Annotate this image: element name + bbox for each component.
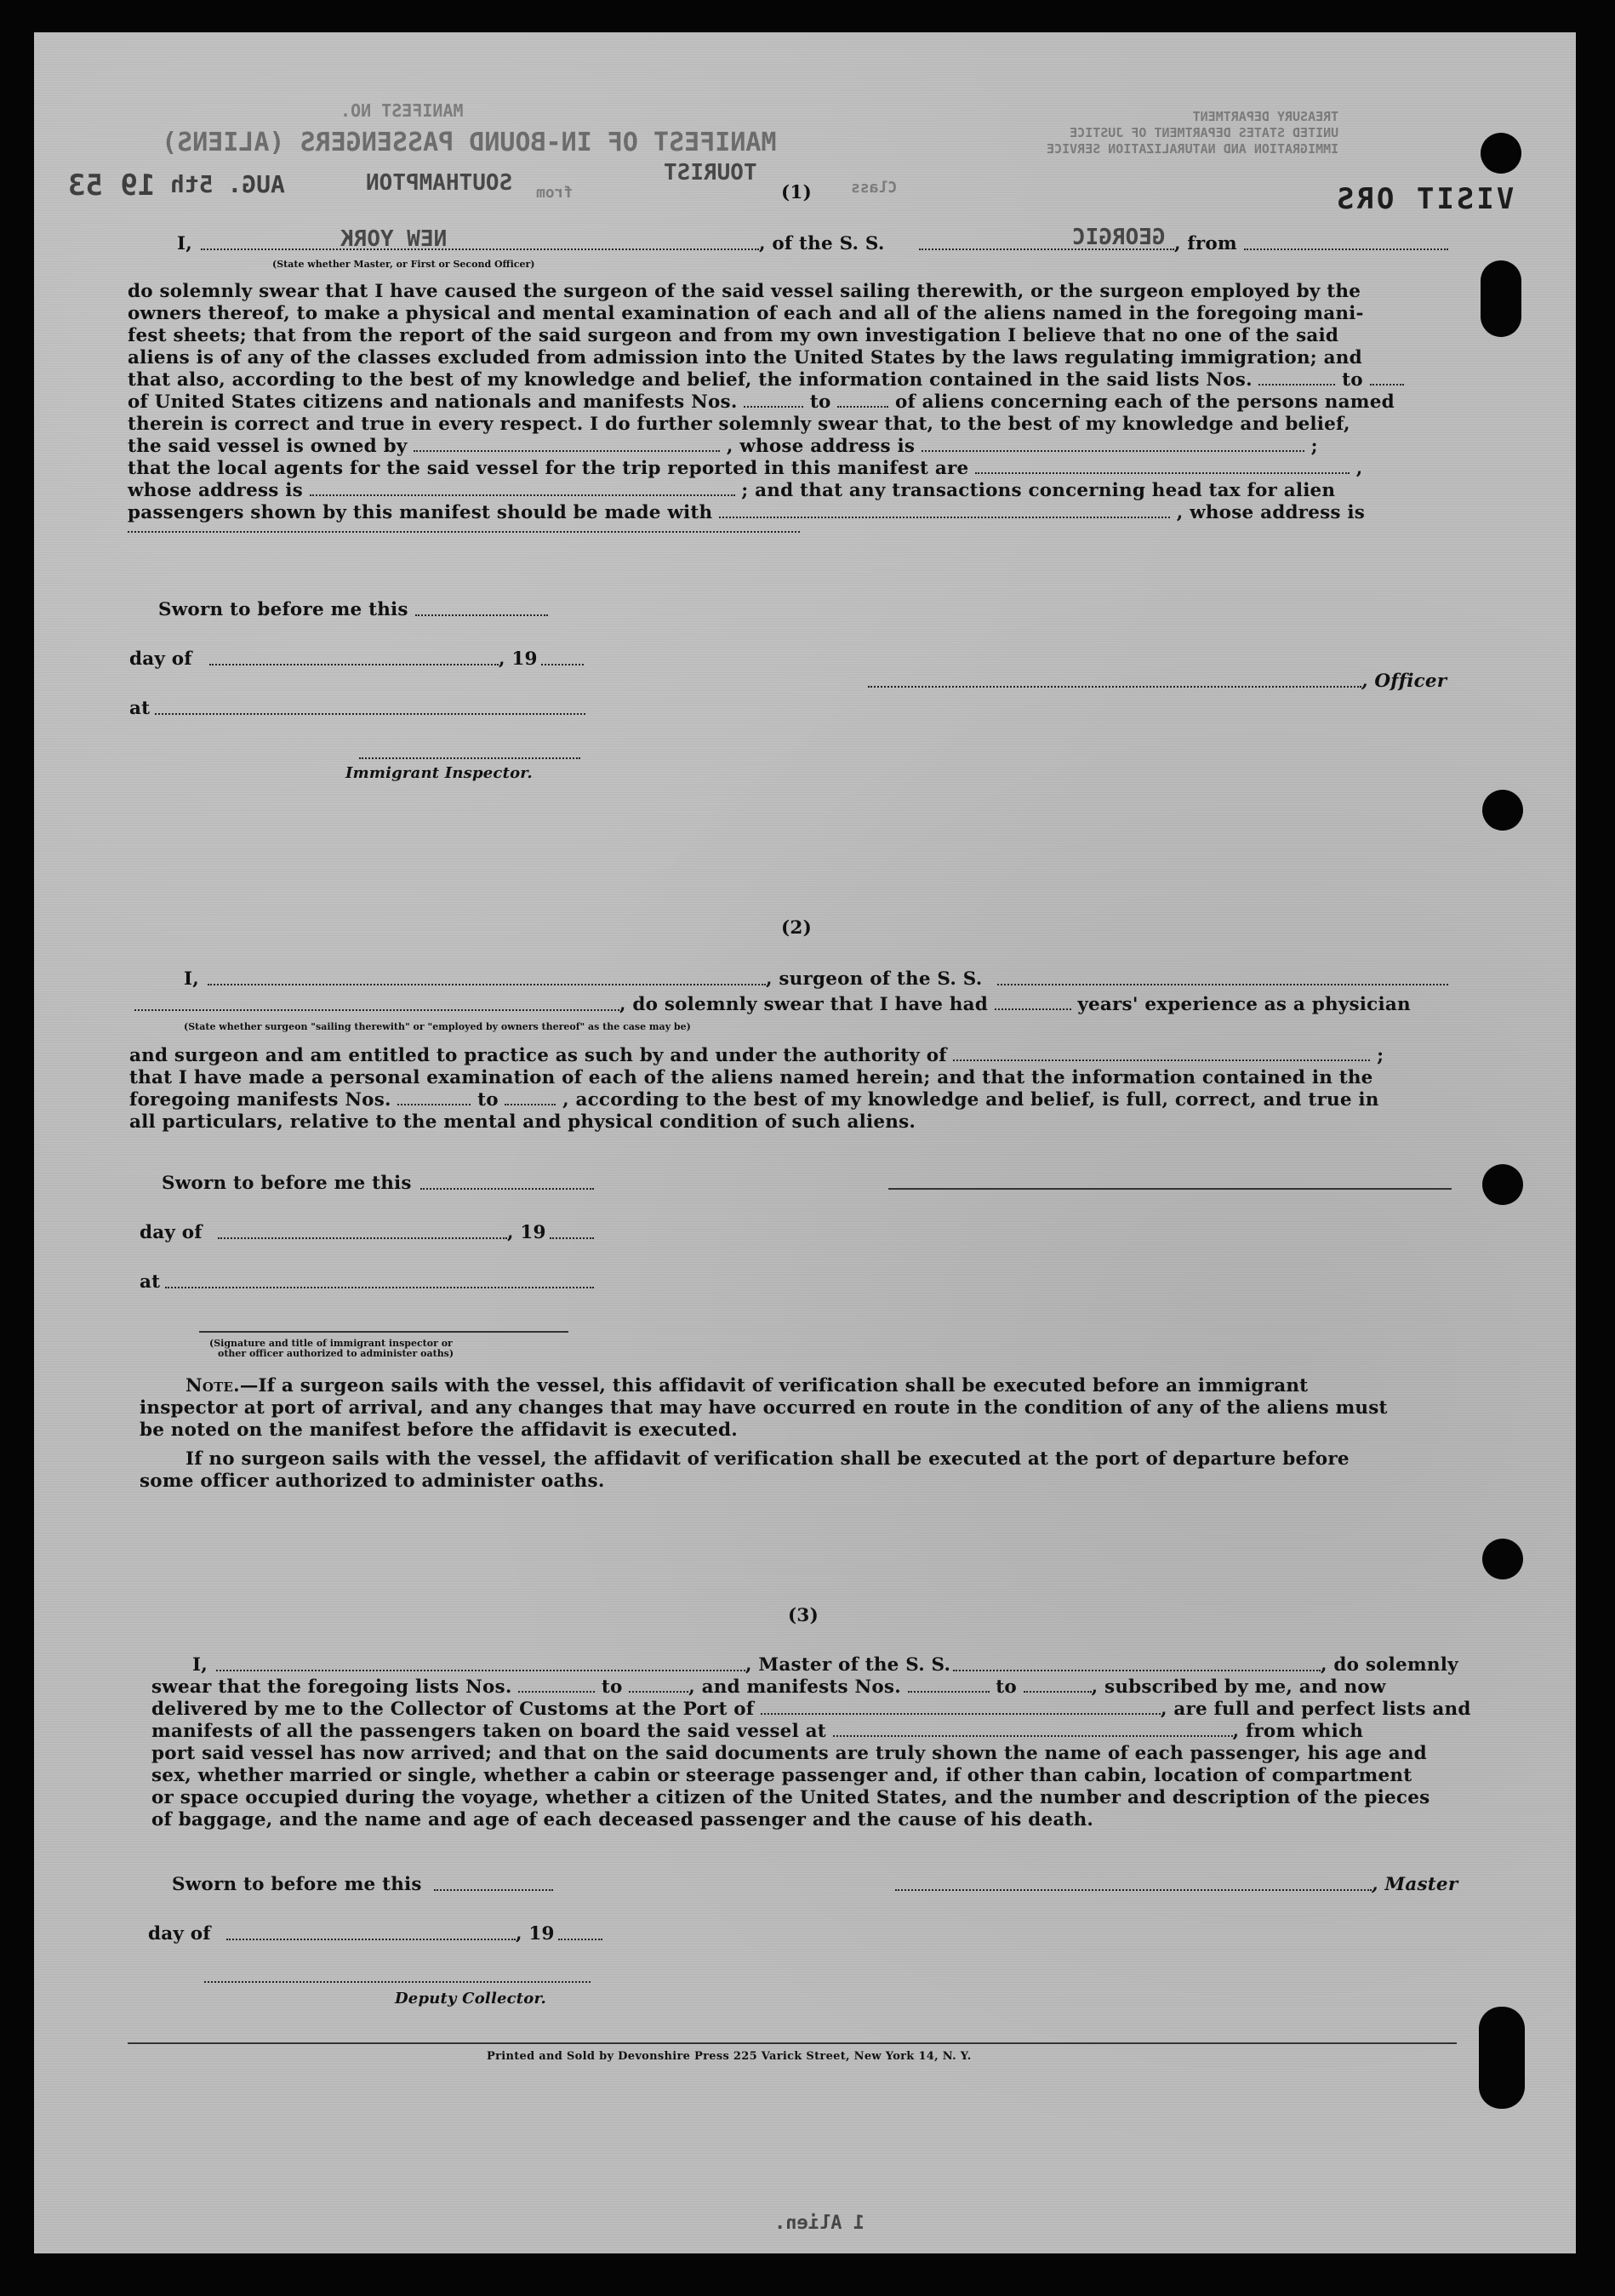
part3-number: (3) bbox=[788, 1605, 819, 1626]
swear-lists-text: swear that the foregoing lists Nos. bbox=[151, 1676, 512, 1698]
part1-day-of: day of bbox=[129, 648, 192, 670]
part3-sworn: Sworn to before me this bbox=[172, 1874, 422, 1895]
manifests-board-tail: , from which bbox=[1232, 1721, 1364, 1742]
part1-i: I, bbox=[177, 233, 192, 254]
head-text: passengers shown by this manifest should be made with bbox=[128, 502, 713, 523]
part2-at: at bbox=[140, 1271, 161, 1293]
part3-master-signature[interactable] bbox=[895, 1889, 1372, 1891]
note-line: some officer authorized to administer oaths. bbox=[140, 1471, 605, 1492]
delivered-tail: , are full and perfect lists and bbox=[1160, 1699, 1471, 1720]
note-text: —If a surgeon sails with the vessel, this affidavit of verification shall be executed before an immigrant bbox=[239, 1375, 1309, 1396]
manifests-from-field[interactable] bbox=[744, 394, 803, 408]
surgeon-name-field[interactable] bbox=[208, 984, 766, 985]
part2-sig-caption-2: other officer authorized to administer oaths) bbox=[218, 1348, 454, 1359]
manifests-text: foregoing manifests Nos. bbox=[129, 1089, 391, 1111]
head-tax-party-field[interactable] bbox=[719, 505, 1170, 518]
part1-officer-signature[interactable] bbox=[868, 686, 1361, 688]
part1-citizens-line bbox=[128, 391, 1395, 414]
manifest-page bbox=[34, 32, 1576, 2253]
swear-tail: , subscribed by me, and now bbox=[1091, 1676, 1386, 1698]
lists-text: that also, according to the best of my knowledge and belief, the information contained in the said lists Nos. bbox=[128, 369, 1253, 391]
officer-field[interactable] bbox=[201, 248, 759, 250]
part1-sworn-day-field[interactable] bbox=[415, 614, 548, 616]
swear-manifests-text: , and manifests Nos. bbox=[688, 1676, 901, 1698]
lists-to: to bbox=[1342, 369, 1363, 391]
part3-manifests-from-field[interactable] bbox=[908, 1679, 990, 1693]
owner-address-label: , whose address is bbox=[726, 436, 916, 457]
note-line: If no surgeon sails with the vessel, the affidavit of verification shall be executed at the port of departure before bbox=[185, 1448, 1350, 1470]
head-address-text: , whose address is bbox=[1176, 502, 1366, 523]
part2-day-of: day of bbox=[140, 1222, 203, 1243]
embark-port-field[interactable] bbox=[833, 1723, 1233, 1737]
whose-text: whose address is bbox=[128, 480, 303, 501]
part2-year-field[interactable] bbox=[550, 1237, 594, 1239]
part3-ship-field[interactable] bbox=[953, 1670, 1321, 1671]
part3-lists-from-field[interactable] bbox=[518, 1679, 595, 1693]
agents-address-field[interactable] bbox=[310, 483, 735, 496]
collector-port-field[interactable] bbox=[761, 1701, 1161, 1715]
part2-month-field[interactable] bbox=[218, 1237, 507, 1239]
delivered-text: delivered by me to the Collector of Customs at the Port of bbox=[151, 1699, 755, 1720]
part1-line: owners thereof, to make a physical and mental examination of each and all of the aliens named in the foregoing mani- bbox=[128, 303, 1364, 324]
ghost-year-53: 19 53 bbox=[68, 168, 156, 203]
part1-agents-line bbox=[128, 458, 1362, 480]
part2-place-field[interactable] bbox=[165, 1287, 594, 1288]
printer-credit: Printed and Sold by Devonshire Press 225 Varick Street, New York 14, N. Y. bbox=[487, 2050, 972, 2063]
note-label: Note. bbox=[185, 1375, 240, 1396]
part3-month-field[interactable] bbox=[226, 1939, 516, 1940]
ghost-class: Class bbox=[851, 179, 898, 197]
note-line-1 bbox=[185, 1375, 1308, 1397]
punch-hole bbox=[1479, 2007, 1525, 2109]
authority-text: and surgeon and am entitled to practice as such by and under the authority of bbox=[129, 1045, 947, 1066]
punch-hole bbox=[1481, 260, 1521, 337]
part3-line: or space occupied during the voyage, whether a citizen of the United States, and the number and description of the pieces bbox=[151, 1787, 1430, 1808]
part3-line: of baggage, and the name and age of each deceased passenger and the cause of his death. bbox=[151, 1809, 1094, 1831]
head-address-field[interactable] bbox=[128, 531, 800, 533]
part2-sig-caption-1: (Signature and title of immigrant inspector or bbox=[209, 1338, 453, 1349]
manifests-tail: , according to the best of my knowledge and belief, is full, correct, and true in bbox=[562, 1089, 1379, 1111]
owner-address-field[interactable] bbox=[922, 438, 1304, 452]
ghost-visit-ors: VISIT ORS bbox=[1334, 182, 1515, 216]
part3-manifests-line bbox=[151, 1721, 1363, 1743]
part2-surgeon-signature[interactable] bbox=[888, 1188, 1452, 1190]
ship-name-field[interactable] bbox=[919, 248, 1174, 250]
part3-day-of: day of bbox=[148, 1923, 211, 1945]
part1-line: do solemnly swear that I have caused the surgeon of the said vessel sailing therewith, or the surgeon employed by the bbox=[128, 281, 1361, 302]
ghost-southampton: SOUTHAMPTON bbox=[366, 170, 513, 196]
part3-line: port said vessel has now arrived; and that on the said documents are truly shown the name of each passenger, his age and bbox=[151, 1743, 1427, 1764]
part1-month-field[interactable] bbox=[209, 664, 499, 665]
part3-delivered-line bbox=[151, 1699, 1471, 1721]
citizens-text: of United States citizens and nationals and manifests Nos. bbox=[128, 391, 738, 413]
punch-hole bbox=[1481, 133, 1521, 174]
head-tax-text: ; and that any transactions concerning head tax for alien bbox=[741, 480, 1336, 501]
ghost-alien-mark: 1 Alien. bbox=[774, 2213, 865, 2234]
part1-number: (1) bbox=[781, 182, 812, 203]
part2-manifests-line bbox=[129, 1089, 1379, 1111]
part3-year: , 19 bbox=[516, 1923, 555, 1945]
part2-sworn-day-field[interactable] bbox=[420, 1188, 594, 1190]
punch-hole bbox=[1482, 1164, 1523, 1205]
part2-authority-line bbox=[129, 1045, 1384, 1067]
part2-manifests-from-field[interactable] bbox=[397, 1092, 471, 1105]
part1-inspector-label: Immigrant Inspector. bbox=[345, 764, 533, 782]
part2-sworn: Sworn to before me this bbox=[162, 1173, 412, 1194]
part2-inspector-signature[interactable] bbox=[199, 1331, 568, 1333]
owned-end: ; bbox=[1310, 436, 1318, 457]
note-line: inspector at port of arrival, and any changes that may have occurred en route in the condition of any of the aliens must bbox=[140, 1397, 1388, 1419]
part3-year-field[interactable] bbox=[558, 1939, 602, 1940]
swear-manifests-to: to bbox=[996, 1676, 1017, 1698]
owner-field[interactable] bbox=[414, 438, 720, 452]
ghost-manifest-no: MANIFEST NO. bbox=[340, 100, 464, 121]
years-experience-field[interactable] bbox=[995, 997, 1071, 1010]
part2-swear-line bbox=[619, 994, 1411, 1016]
part1-line-correct: therein is correct and true in every respect. I do further solemnly swear that, to the best of my knowledge and belief, bbox=[128, 414, 1350, 435]
part1-year: , 19 bbox=[499, 648, 538, 670]
part3-line: sex, whether married or single, whether a cabin or steerage passenger and, if other than cabin, location of compartment bbox=[151, 1765, 1412, 1786]
ghost-aug-date: AUG. 5th bbox=[170, 170, 285, 198]
part1-year-field[interactable] bbox=[541, 664, 584, 665]
ghost-treasury: TREASURY DEPARTMENT UNITED STATES DEPARTMENT OF JUSTICE IMMIGRATION AND NATURALIZATION SERVICE bbox=[1047, 109, 1339, 157]
part1-of-ss: , of the S. S. bbox=[759, 233, 885, 254]
part3-swear-line bbox=[151, 1676, 1386, 1699]
from-port-field[interactable] bbox=[1244, 248, 1448, 250]
part2-number: (2) bbox=[781, 917, 812, 939]
part2-last-line: all particulars, relative to the mental and physical condition of such aliens. bbox=[129, 1111, 916, 1133]
part3-master-of: , Master of the S. S. bbox=[745, 1654, 951, 1676]
part2-line: that I have made a personal examination of each of the aliens named herein; and that the information contained in the bbox=[129, 1067, 1373, 1088]
part1-head-line bbox=[128, 502, 1365, 524]
authority-end: ; bbox=[1377, 1045, 1384, 1066]
ghost-from: from bbox=[536, 184, 574, 202]
part3-do-solemnly: , do solemnly bbox=[1321, 1654, 1458, 1676]
part2-ship-field[interactable] bbox=[997, 984, 1448, 985]
part1-lists-line bbox=[128, 369, 1404, 391]
part3-master-label: , Master bbox=[1372, 1874, 1458, 1895]
part3-deputy-label: Deputy Collector. bbox=[395, 1990, 547, 2008]
part3-i: I, bbox=[192, 1654, 208, 1676]
citizens-to: to bbox=[809, 391, 831, 413]
master-name-field[interactable] bbox=[216, 1670, 745, 1671]
part1-sworn: Sworn to before me this bbox=[158, 599, 408, 620]
part3-sworn-day-field[interactable] bbox=[434, 1889, 553, 1891]
ghost-new-york: NEW YORK bbox=[340, 226, 448, 252]
part1-owned-line bbox=[128, 436, 1318, 458]
swear-text: , do solemnly swear that I have had bbox=[619, 994, 988, 1015]
agents-text: that the local agents for the said vessel for the trip reported in this manifest are bbox=[128, 458, 969, 479]
punch-hole bbox=[1482, 1539, 1523, 1579]
part1-place-field[interactable] bbox=[155, 713, 585, 715]
agents-end: , bbox=[1355, 458, 1363, 479]
authority-field[interactable] bbox=[953, 1048, 1370, 1061]
surgeon-type-field[interactable] bbox=[134, 1009, 619, 1011]
ghost-georgic: GEORGIC bbox=[1072, 225, 1166, 250]
part1-at: at bbox=[129, 698, 151, 719]
part3-manifests-to-field[interactable] bbox=[1024, 1679, 1092, 1693]
part1-inspector-signature[interactable] bbox=[359, 757, 580, 759]
note-line: be noted on the manifest before the affidavit is executed. bbox=[140, 1419, 738, 1441]
part1-whose-line bbox=[128, 480, 1335, 502]
swear-lists-to: to bbox=[601, 1676, 623, 1698]
punch-hole bbox=[1482, 790, 1523, 831]
part2-manifests-to-field[interactable] bbox=[505, 1092, 556, 1105]
manifests-board-text: manifests of all the passengers taken on board the said vessel at bbox=[151, 1721, 826, 1742]
part2-i: I, bbox=[184, 968, 199, 990]
citizens-tail: of aliens concerning each of the persons named bbox=[894, 391, 1395, 413]
part1-line: aliens is of any of the classes excluded from admission into the United States by the laws regulating immigration; and bbox=[128, 347, 1362, 368]
part2-year: , 19 bbox=[507, 1222, 546, 1243]
officer-caption: (State whether Master, or First or Second Officer) bbox=[272, 259, 535, 270]
agents-field[interactable] bbox=[975, 460, 1350, 474]
part2-surgeon-of: , surgeon of the S. S. bbox=[766, 968, 983, 990]
lists-to-field[interactable] bbox=[1370, 372, 1404, 386]
owned-text: the said vessel is owned by bbox=[128, 436, 408, 457]
part1-officer-label: , Officer bbox=[1361, 671, 1447, 692]
ghost-manifest-title: MANIFEST OF IN-BOUND PASSENGERS (ALIENS) bbox=[162, 128, 777, 157]
part1-from: , from bbox=[1174, 233, 1237, 254]
lists-from-field[interactable] bbox=[1258, 372, 1335, 386]
footer-rule bbox=[128, 2042, 1457, 2044]
ghost-tourist: TOURIST bbox=[664, 160, 757, 186]
manifests-to-text: to bbox=[477, 1089, 499, 1111]
experience-text: years' experience as a physician bbox=[1077, 994, 1411, 1015]
surgeon-caption: (State whether surgeon "sailing therewith" or "employed by owners thereof" as the case may be) bbox=[184, 1021, 691, 1032]
manifests-to-field[interactable] bbox=[837, 394, 888, 408]
part1-line: fest sheets; that from the report of the said surgeon and from my own investigation I believe that no one of the said bbox=[128, 325, 1339, 346]
part3-deputy-signature[interactable] bbox=[204, 1981, 591, 1983]
part3-lists-to-field[interactable] bbox=[629, 1679, 688, 1693]
